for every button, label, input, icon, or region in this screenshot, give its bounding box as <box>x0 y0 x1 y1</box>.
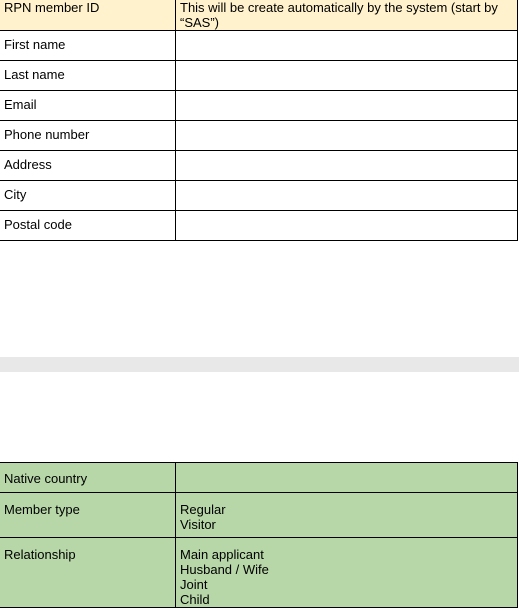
table-row-member-type <box>0 493 518 538</box>
postal-code-cell[interactable] <box>176 211 518 241</box>
city-label: City <box>0 181 176 211</box>
table-row-native-country <box>0 463 518 493</box>
member-type-option: Regular <box>180 502 226 517</box>
first-name-cell[interactable] <box>176 31 518 61</box>
table-row-relationship <box>0 538 518 608</box>
last-name-label: Last name <box>0 61 176 91</box>
phone-number-cell[interactable] <box>176 121 518 151</box>
relationship-option: Main applicant <box>180 547 264 562</box>
first-name-label: First name <box>0 31 176 61</box>
member-info-table <box>0 0 518 241</box>
table-row-member-id <box>0 0 518 31</box>
relationship-label: Relationship <box>0 538 176 608</box>
member-type-option: Visitor <box>180 517 216 532</box>
address-cell[interactable] <box>176 151 518 181</box>
city-cell[interactable] <box>176 181 518 211</box>
table-row-postal-code <box>0 211 518 241</box>
member-type-label: Member type <box>0 493 176 538</box>
relationship-option: Husband / Wife <box>180 562 269 577</box>
table-row-address <box>0 151 518 181</box>
table-row-last-name <box>0 61 518 91</box>
relationship-option: Joint <box>180 577 208 592</box>
member-type-options <box>176 493 518 538</box>
table-row-city <box>0 181 518 211</box>
native-country-cell[interactable] <box>176 463 518 493</box>
table-row-first-name <box>0 31 518 61</box>
relationship-option: Child <box>180 592 210 607</box>
email-label: Email <box>0 91 176 121</box>
page-break-divider <box>0 357 519 372</box>
email-cell[interactable] <box>176 91 518 121</box>
phone-number-label: Phone number <box>0 121 176 151</box>
postal-code-label: Postal code <box>0 211 176 241</box>
member-details-table <box>0 462 518 608</box>
member-id-label: RPN member ID <box>0 0 176 31</box>
member-id-note: This will be create automatically by the system (start by “SAS”) <box>176 0 518 31</box>
native-country-label: Native country <box>0 463 176 493</box>
table-row-email <box>0 91 518 121</box>
last-name-cell[interactable] <box>176 61 518 91</box>
relationship-options <box>176 538 518 608</box>
address-label: Address <box>0 151 176 181</box>
table-row-phone-number <box>0 121 518 151</box>
